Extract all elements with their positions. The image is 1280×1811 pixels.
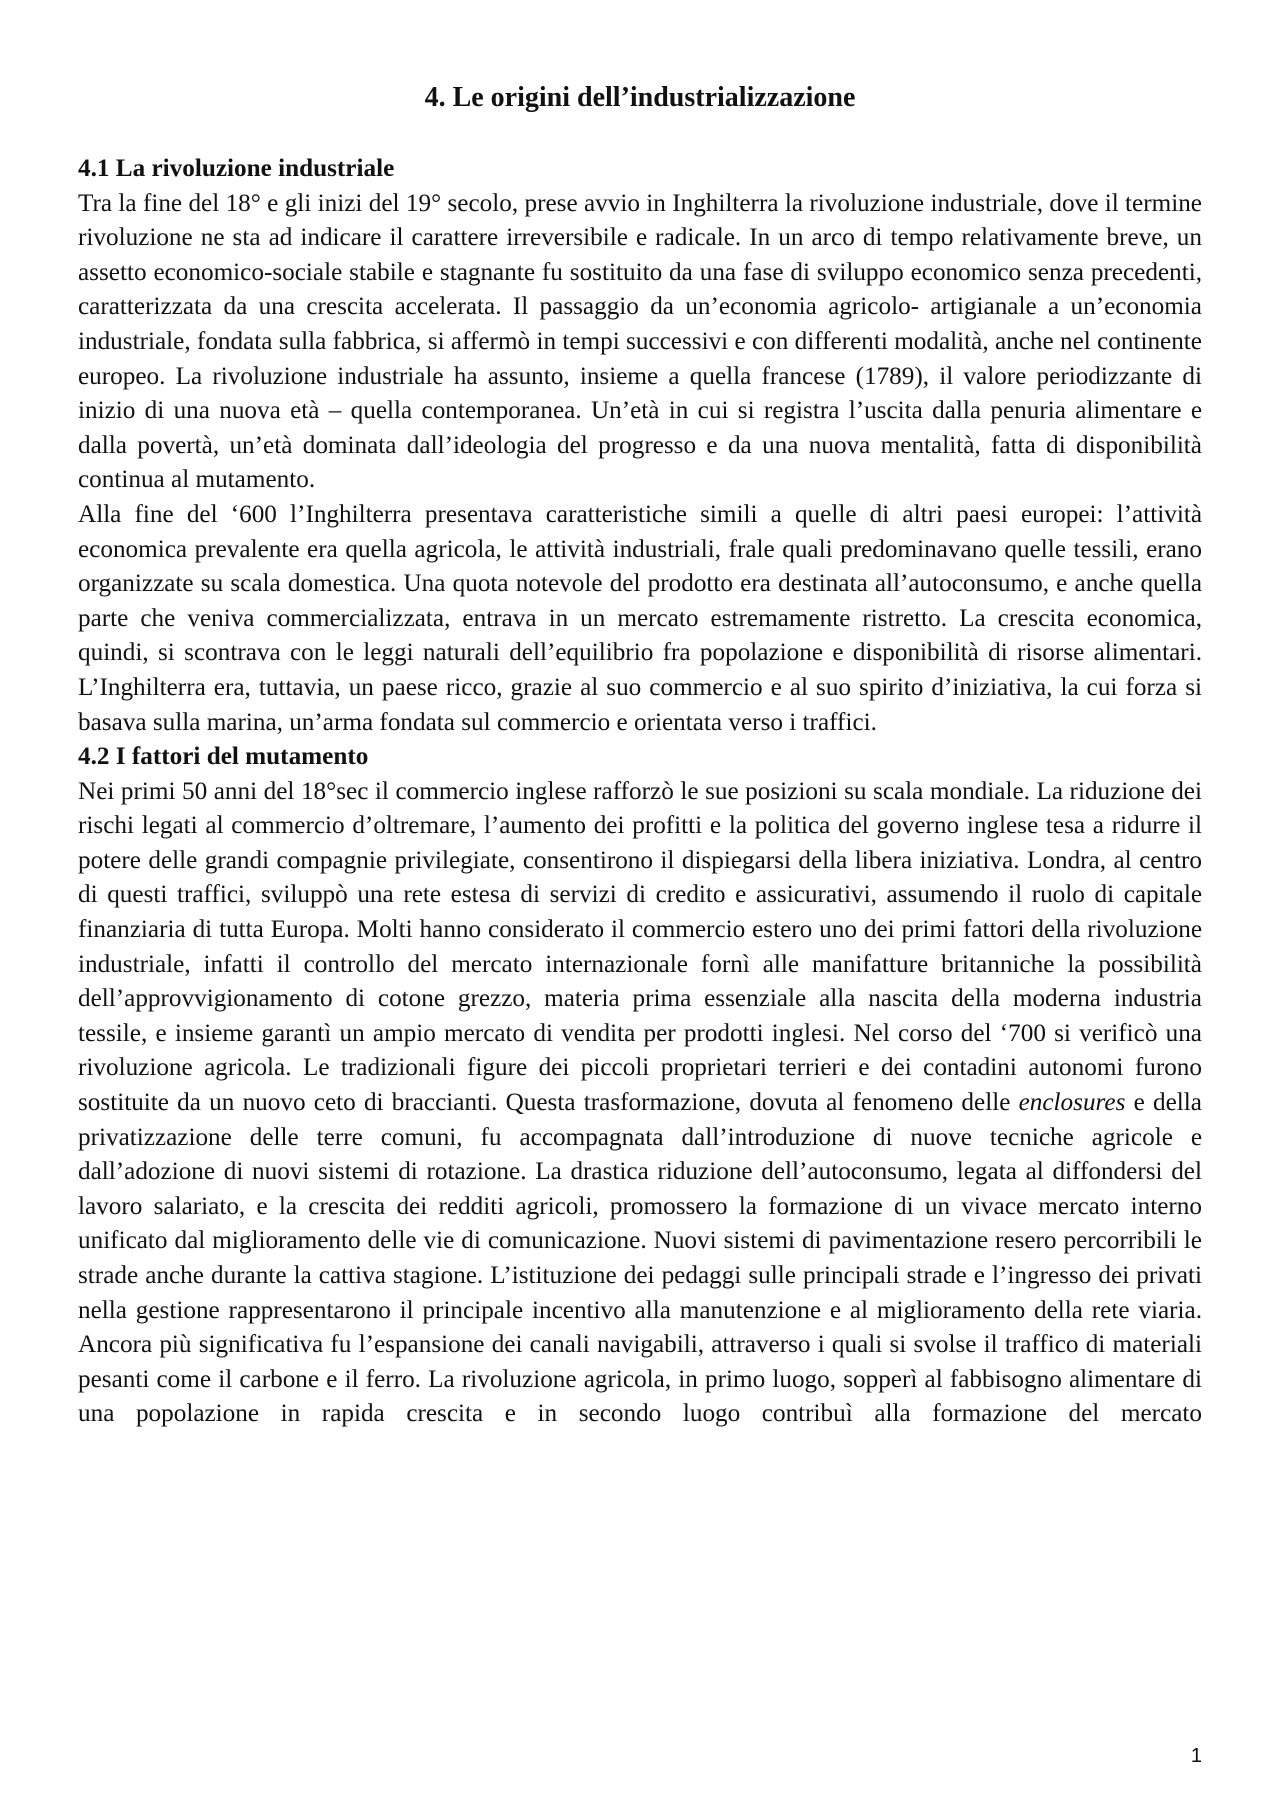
paragraph-text: e della privatizzazione delle terre comuni, fu accompagnata dall’introduzione di nuove tecniche agricole e dall’adozione di nuovi sistemi di rotazione. La drastica riduzione dell’autoconsumo, legata al diffondersi del lavoro salariato, e la crescita dei redditi agricoli, promossero la formazione di un vivace mercato interno unificato dal miglioramento delle vie di comunicazione. Nuovi sistemi di pavimentazione resero percorribili le strade anche durante la cattiva stagione. L’istituzione dei pedaggi sulle principali strade e l’ingresso dei privati nella gestione rappresentarono il principale incentivo alla manutenzione e al miglioramento della rete viaria. Ancora più significativa fu l’espansione dei canali navigabili, attraverso i quali si svolse il traffico di materiali pesanti come il carbone e il ferro. La rivoluzione agricola, in primo luogo, sopperì al fabbisogno alimentare di una popolazione in rapida crescita e in secondo luogo contribuì alla formazione del mercato xyxy=(78,1089,1202,1428)
section-rivoluzione-industriale xyxy=(78,152,1202,740)
section-heading: 4.1 La rivoluzione industriale xyxy=(78,155,395,182)
paragraph-text: Nei primi 50 anni del 18°sec il commercio inglese rafforzò le sue posizioni su scala mondiale. La riduzione dei rischi legati al commercio d’oltremare, l’aumento dei profitti e la politica del governo inglese tesa a ridurre il potere delle grandi compagnie privilegiate, consentirono il dispiegarsi della libera iniziativa. Londra, al centro di questi traffici, sviluppò una rete estesa di servizi di credito e assicurativi, assumendo il ruolo di capitale finanziaria di tutta Europa. Molti hanno considerato il commercio estero uno dei primi fattori della rivoluzione industriale, infatti il controllo del mercato internazionale fornì alle manifatture britanniche la possibilità dell’approvvigionamento di cotone grezzo, materia prima essenziale alla nascita della moderna industria tessile, e insieme garantì un ampio mercato di vendita per prodotti inglesi. Nel corso del ‘700 si verificò una rivoluzione agricola. Le tradizionali figure dei piccoli proprietari terrieri e dei contadini autonomi furono sostituite da un nuovo ceto di braccianti. Questa trasformazione, dovuta al fenomeno delle xyxy=(78,777,1202,1117)
section-heading: 4.2 I fattori del mutamento xyxy=(78,743,369,771)
section-fattori-mutamento xyxy=(78,740,1202,1432)
paragraph: Tra la fine del 18° e gli inizi del 19° secolo, prese avvio in Inghilterra la rivoluzione industriale, dove il termine rivoluzione ne sta ad indicare il carattere irreversibile e radicale. In un arco di tempo relativamente breve, un assetto economico-sociale stabile e stagnante fu sostituito da una fase di sviluppo economico senza precedenti, caratterizzata da una crescita accelerata. Il passaggio da un’economia agricolo- artigianale a un’economia industriale, fondata sulla fabbrica, si affermò in tempi successivi e con differenti modalità, anche nel continente europeo. La rivoluzione industriale ha assunto, insieme a quella francese (1789), il valore periodizzante di inizio di una nuova età – quella contemporanea. Un’età in cui si registra l’uscita dalla penuria alimentare e dalla povertà, un’età dominata dall’ideologia del progresso e da una nuova mentalità, fatta di disponibilità continua al mutamento. xyxy=(78,189,1202,494)
paragraph: Alla fine del ‘600 l’Inghilterra presentava caratteristiche simili a quelle di altri paesi europei: l’attività economica prevalente era quella agricola, le attività industriali, frale quali predominavano quelle tessili, erano organizzate su scala domestica. Una quota notevole del prodotto era destinata all’autoconsumo, e anche quella parte che veniva commercializzata, entrava in un mercato estremamente ristretto. La crescita economica, quindi, si scontrava con le leggi naturali dell’equilibrio fra popolazione e disponibilità di risorse alimentari. L’Inghilterra era, tuttavia, un paese ricco, grazie al suo commercio e al suo spirito d’iniziativa, la cui forza si basava sulla marina, un’arma fondata sul commercio e orientata verso i traffici. xyxy=(78,500,1202,736)
page-title: 4. Le origini dell’industrializzazione xyxy=(424,82,856,113)
paragraph xyxy=(78,775,1202,1432)
document-body xyxy=(78,152,1202,1432)
italic-term: enclosures xyxy=(1018,1089,1126,1117)
page-number: 1 xyxy=(1190,1745,1202,1767)
